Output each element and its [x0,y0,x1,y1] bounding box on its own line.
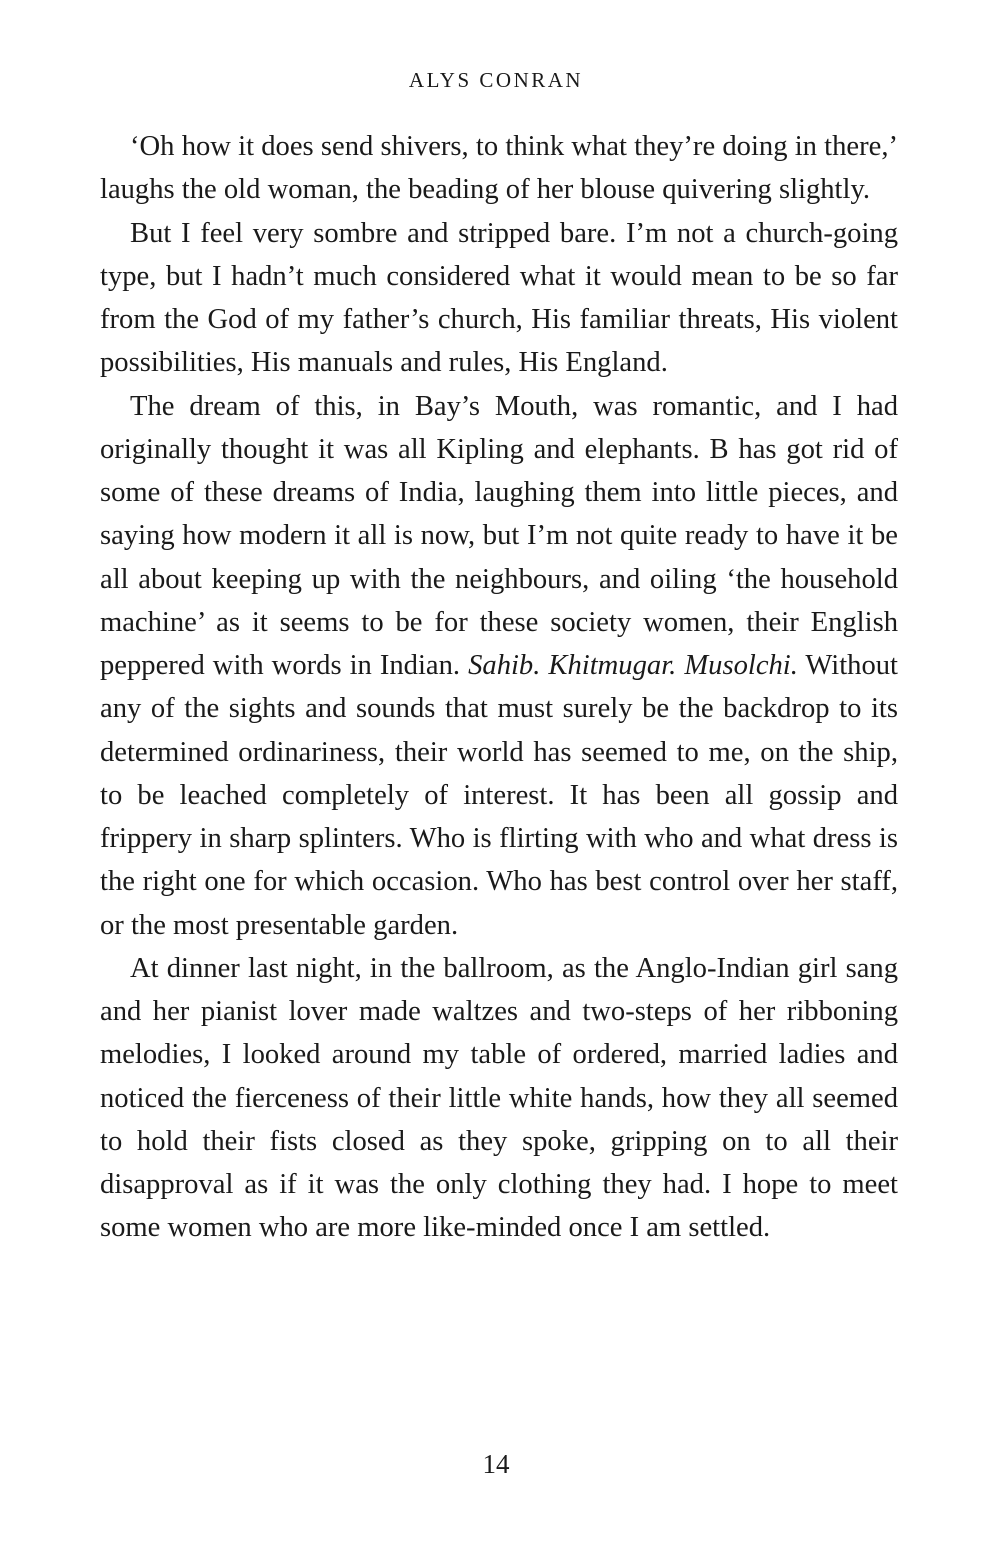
running-head: ALYS CONRAN [408,68,584,92]
paragraph-3-text-end: Without any of the sights and sounds that must surely be the backdrop to its determined ordinariness, their world has seemed to me, on the ship, to be leached completely of interest. It has been all gossip and frippery in sharp splinters. Who is flirting with who and what dress is the right one for which occasion. Who has best control over her staff, or the most presentable garden. [100,650,898,941]
indian-words-italic: Sahib. Khitmugar. Musolchi. [468,650,798,681]
paragraph-3 [100,385,898,947]
page-number: 14 [482,1449,510,1479]
body-text [100,125,898,1250]
paragraph-3-text-start: The dream of this, in Bay’s Mouth, was romantic, and I had originally thought it was all Kipling and elephants. B has got rid of some of these dreams of India, laughing them into little pieces, and saying how modern it all is now, but I’m not quite ready to have it be all about keeping up with the neighbours, and oiling ‘the household machine’ as it seems to be for these society women, their English peppered with words in Indian. [100,390,898,681]
paragraph-4: At dinner last night, in the ballroom, as the Anglo-Indian girl sang and her pianist lover made waltzes and two-steps of her ribboning melodies, I looked around my table of ordered, married ladies and noticed the fierceness of their little white hands, how they all seemed to hold their fists closed as they spoke, gripping on to all their disapproval as if it was the only clothing they had. I hope to meet some women who are more like-minded once I am settled. [100,952,898,1244]
paragraph-1: ‘Oh how it does send shivers, to think what they’re doing in there,’ laughs the old woman, the beading of her blouse quivering slightly. [100,131,898,206]
paragraph-2: But I feel very sombre and stripped bare. I’m not a church-going type, but I hadn’t much considered what it would mean to be so far from the God of my father’s church, His familiar threats, His violent possibilities, His manuals and rules, His England. [100,217,898,379]
